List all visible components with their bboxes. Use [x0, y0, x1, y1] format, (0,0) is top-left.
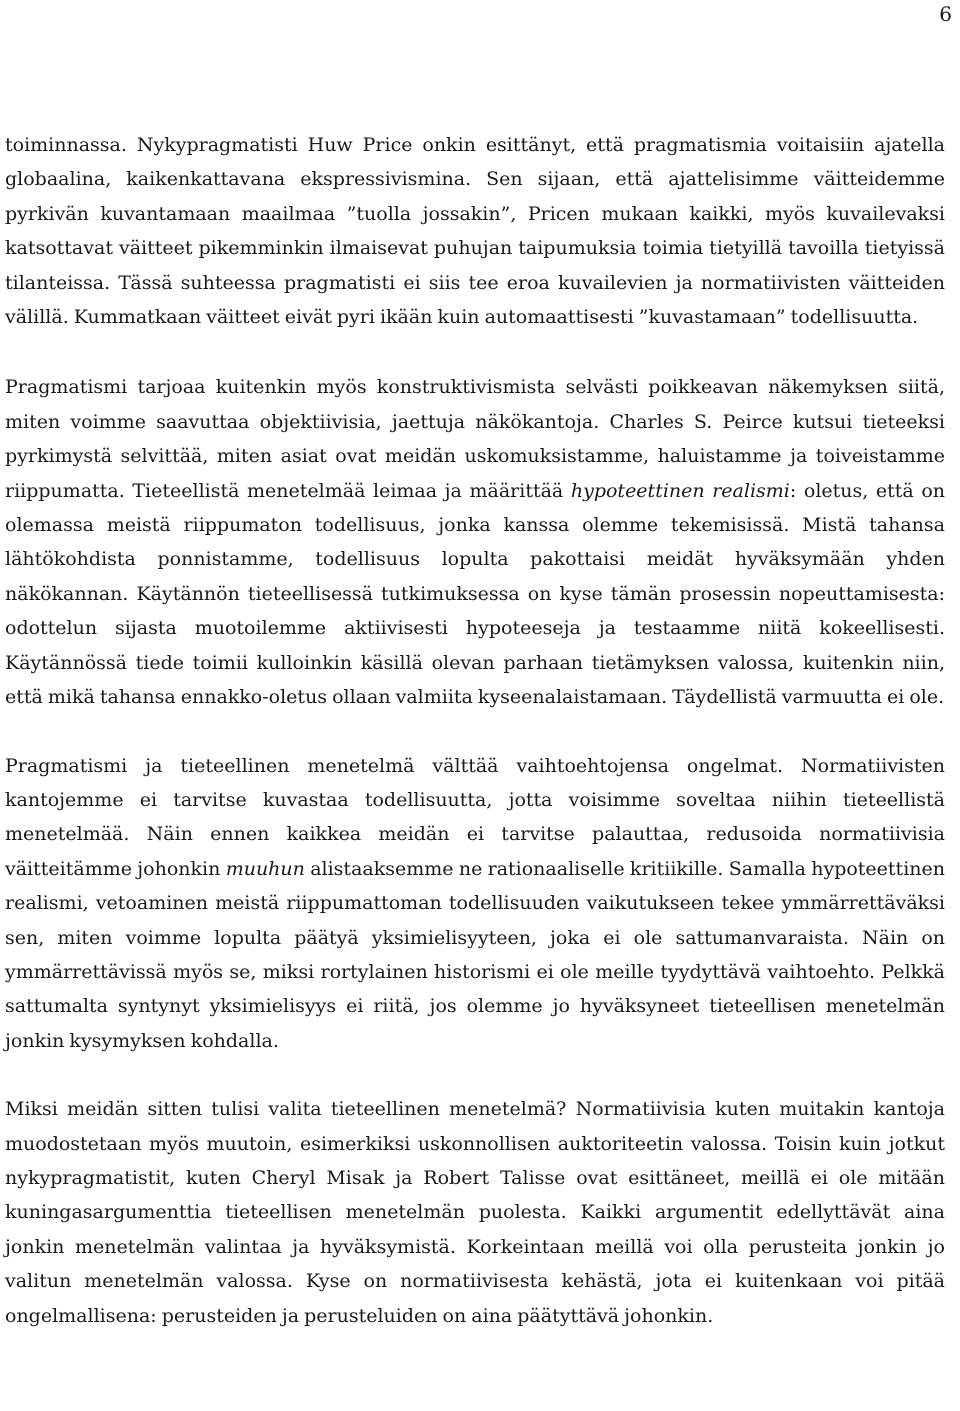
- paragraph-4: Miksi meidän sitten tulisi valita tieteellinen menetelmä? Normatiivisia kuten muitakin kantoja muodostetaan myös muutoin, esimerkiksi uskonnollisen auktoriteetin valossa. Toisin kuin jotkut nykypragmatistit, kuten Cheryl Misak ja Robert Talisse ovat esittäneet, meillä ei ole mitään kuningasargumenttia tieteellisen menetelmän puolesta. Kaikki argumentit edellyttävät aina jonkin menetelmän valintaa ja hyväksymistä. Korkeintaan meillä voi olla perusteita jonkin jo valitun menetelmän valossa. Kyse on normatiivisesta kehästä, jota ei kuitenkaan voi pitää ongelmallisena: perusteiden ja perusteluiden on aina päätyttävä johonkin.: [5, 1098, 945, 1327]
- page-number: 6: [939, 2, 952, 26]
- paragraph-3: [5, 749, 945, 1059]
- paragraph-2-text-b: : oletus, että on olemassa meistä riippumaton todellisuus, jonka kanssa olemme tekemisissä. Mistä tahansa lähtökohdista ponnistamme, todellisuus lopulta pakottaisi meidät hyväksymään yhden näkökannan. Käytännön tieteellisessä tutkimuksessa on kyse tämän prosessin nopeuttamisesta: odottelun sijasta muotoilemme aktiivisesti hypoteeseja ja testaamme niitä kokeellisesti. Käytännössä tiede toimii kulloinkin käsillä olevan parhaan tietämyksen valossa, kuitenkin niin, että mikä tahansa ennakko-oletus ollaan valmiita kyseenalaistamaan. Täydellistä varmuutta ei ole.: [5, 479, 946, 709]
- paragraph-2-italic-term: hypoteettinen realismi: [570, 479, 790, 502]
- paragraph-3-text-b: alistaaksemme ne rationaaliselle kritiikille. Samalla hypoteettinen realismi, vetoaminen meistä riippumattoman todellisuuden vaikutukseen tekee ymmärrettäväksi sen, miten voimme lopulta päätyä yksimielisyyteen, joka ei ole sattumanvaraista. Näin on ymmärrettävissä myös se, miksi rortylainen historismi ei ole meille tyydyttävä vaihtoehto. Pelkkä sattumalta syntynyt yksimielisyys ei riitä, jos olemme jo hyväksyneet tieteellisen menetelmän jonkin kysymyksen kohdalla.: [5, 857, 945, 1052]
- paragraph-spacer: [5, 715, 945, 749]
- paragraph-2-text-a: Pragmatismi tarjoaa kuitenkin myös konstruktivismista selvästi poikkeavan näkemyksen siitä, miten voimme saavuttaa objektiivisia, jaettuja näkökantoja. Charles S. Peirce kutsui tieteeksi pyrkimystä selvittää, miten asiat ovat meidän uskomuksistamme, haluistamme ja toiveistamme riippumatta. Tieteellistä menetelmää leimaa ja määrittää: [5, 376, 945, 502]
- paragraph-2: [5, 370, 945, 714]
- document-body: [5, 128, 945, 1333]
- paragraph-3-text-a: Pragmatismi ja tieteellinen menetelmä välttää vaihtoehtojensa ongelmat. Normatiivisten kantojemme ei tarvitse kuvastaa todellisuutta, jotta voisimme soveltaa niihin tieteellistä menetelmää. Näin ennen kaikkea meidän ei tarvitse palauttaa, redusoida normatiivisia väitteitämme johonkin: [5, 754, 945, 880]
- paragraph-1: toiminnassa. Nykypragmatisti Huw Price onkin esittänyt, että pragmatismia voitaisiin ajatella globaalina, kaikenkattavana ekspressivismina. Sen sijaan, että ajattelisimme väitteidemme pyrkivän kuvantamaan maailmaa ”tuolla jossakin”, Pricen mukaan kaikki, myös kuvailevaksi katsottavat väitteet pikemminkin ilmaisevat puhujan taipumuksia toimia tietyillä tavoilla tietyissä tilanteissa. Tässä suhteessa pragmatisti ei siis tee eroa kuvailevien ja normatiivisten väitteiden välillä. Kummatkaan väitteet eivät pyri ikään kuin automaattisesti ”kuvastamaan” todellisuutta.: [5, 134, 945, 329]
- paragraph-3-italic-term: muuhun: [225, 857, 305, 880]
- paragraph-spacer: [5, 1058, 945, 1092]
- paragraph-spacer: [5, 334, 945, 370]
